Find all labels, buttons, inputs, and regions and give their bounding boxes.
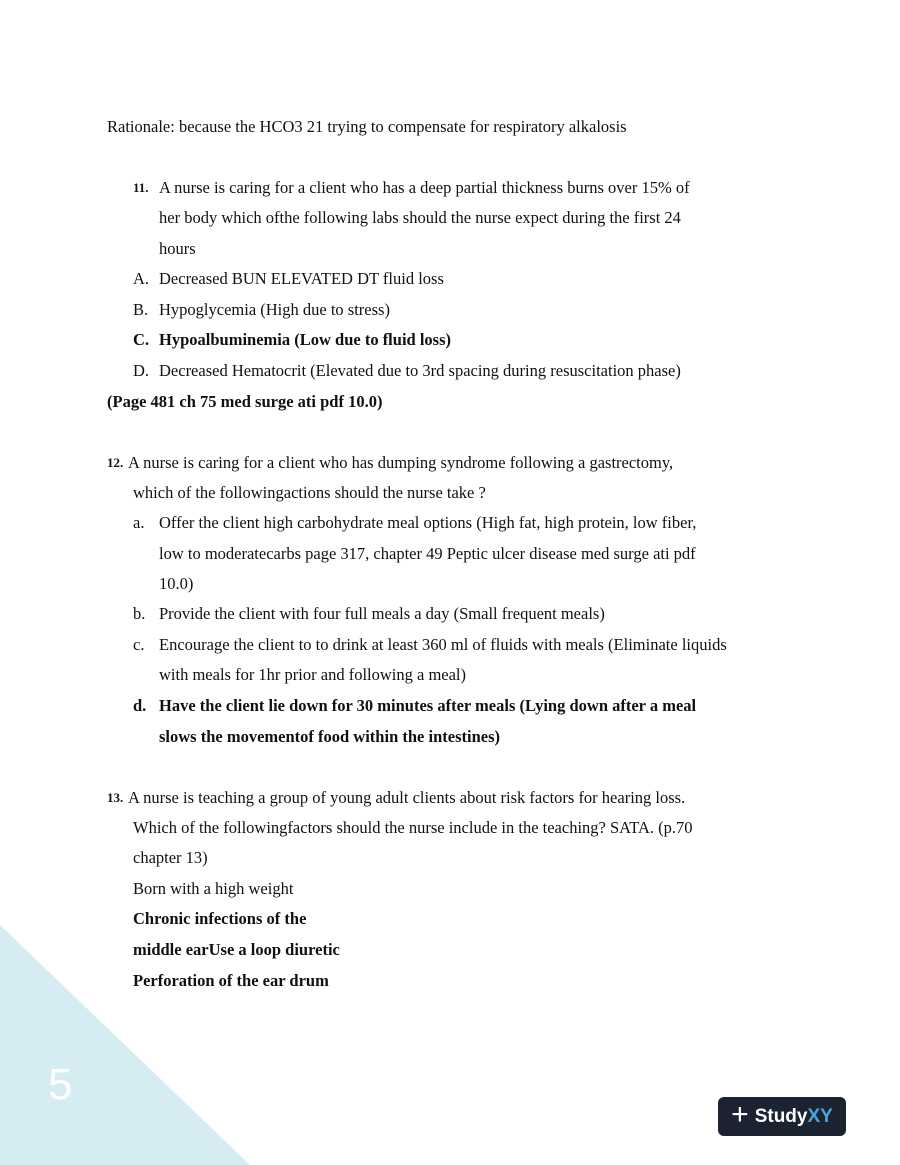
question-13-stem-line: chapter 13) — [133, 848, 208, 867]
option-label: b. — [133, 604, 146, 623]
question-12-stem-line: A nurse is caring for a client who has dumping syndrome following a gastrectomy, — [128, 453, 674, 472]
option-text: Offer the client high carbohydrate meal options (High fat, high protein, low fiber, — [159, 513, 697, 532]
logo-xy-text: XY — [807, 1105, 833, 1127]
plus-icon: + — [731, 1098, 749, 1131]
question-13-stem-line: A nurse is teaching a group of young adult clients about risk factors for hearing loss. — [128, 788, 686, 807]
option-text: with meals for 1hr prior and following a meal) — [159, 665, 466, 684]
option-text: Hypoglycemia (High due to stress) — [159, 300, 390, 319]
question-12-stem-line: which of the followingactions should the nurse take ? — [133, 483, 486, 502]
question-11-stem-line: A nurse is caring for a client who has a deep partial thickness burns over 15% of — [159, 178, 690, 197]
page-number: 5 — [48, 1060, 73, 1109]
question-11-reference: (Page 481 ch 75 med surge ati pdf 10.0) — [107, 392, 383, 411]
option-label-correct: d. — [133, 696, 147, 715]
option-text: Provide the client with four full meals a day (Small frequent meals) — [159, 604, 605, 623]
option-label: A. — [133, 269, 150, 288]
option-text: Encourage the client to to drink at least 360 ml of fluids with meals (Eliminate liquids — [159, 635, 727, 654]
studyxy-logo[interactable] — [718, 1097, 846, 1136]
question-11-stem-line: her body which ofthe following labs should the nurse expect during the first 24 — [159, 208, 681, 227]
option-text-correct: Hypoalbuminemia (Low due to fluid loss) — [159, 330, 452, 349]
logo-study-text: Study — [754, 1105, 808, 1127]
question-13-number: 13. — [107, 790, 124, 805]
option-label-correct: C. — [133, 330, 150, 349]
rationale-text: Rationale: because the HCO3 21 trying to compensate for respiratory alkalosis — [107, 117, 627, 136]
logo-wordmark — [755, 1106, 833, 1128]
option-label: B. — [133, 300, 149, 319]
option-text: low to moderatecarbs page 317, chapter 49 Peptic ulcer disease med surge ati pdf — [159, 544, 696, 563]
option-label: D. — [133, 361, 150, 380]
option-text-correct: slows the movementof food within the intestines) — [159, 727, 500, 746]
option-text-correct: Have the client lie down for 30 minutes after meals (Lying down after a meal — [159, 696, 697, 715]
answer-line-correct: Chronic infections of the — [133, 909, 307, 928]
question-11-number: 11. — [133, 180, 149, 195]
question-11-stem-line: hours — [159, 239, 196, 258]
answer-line: Born with a high weight — [133, 879, 294, 898]
corner-decoration — [0, 925, 250, 1165]
option-text: Decreased BUN ELEVATED DT fluid loss — [159, 269, 444, 288]
answer-line-correct: Perforation of the ear drum — [133, 971, 329, 990]
option-text: Decreased Hematocrit (Elevated due to 3rd spacing during resuscitation phase) — [159, 361, 681, 380]
question-12-number: 12. — [107, 455, 124, 470]
option-text: 10.0) — [159, 574, 194, 593]
option-label: c. — [133, 635, 145, 654]
answer-line-correct: middle earUse a loop diuretic — [133, 940, 340, 959]
option-label: a. — [133, 513, 145, 532]
question-13-stem-line: Which of the followingfactors should the nurse include in the teaching? SATA. (p.70 — [133, 818, 693, 837]
